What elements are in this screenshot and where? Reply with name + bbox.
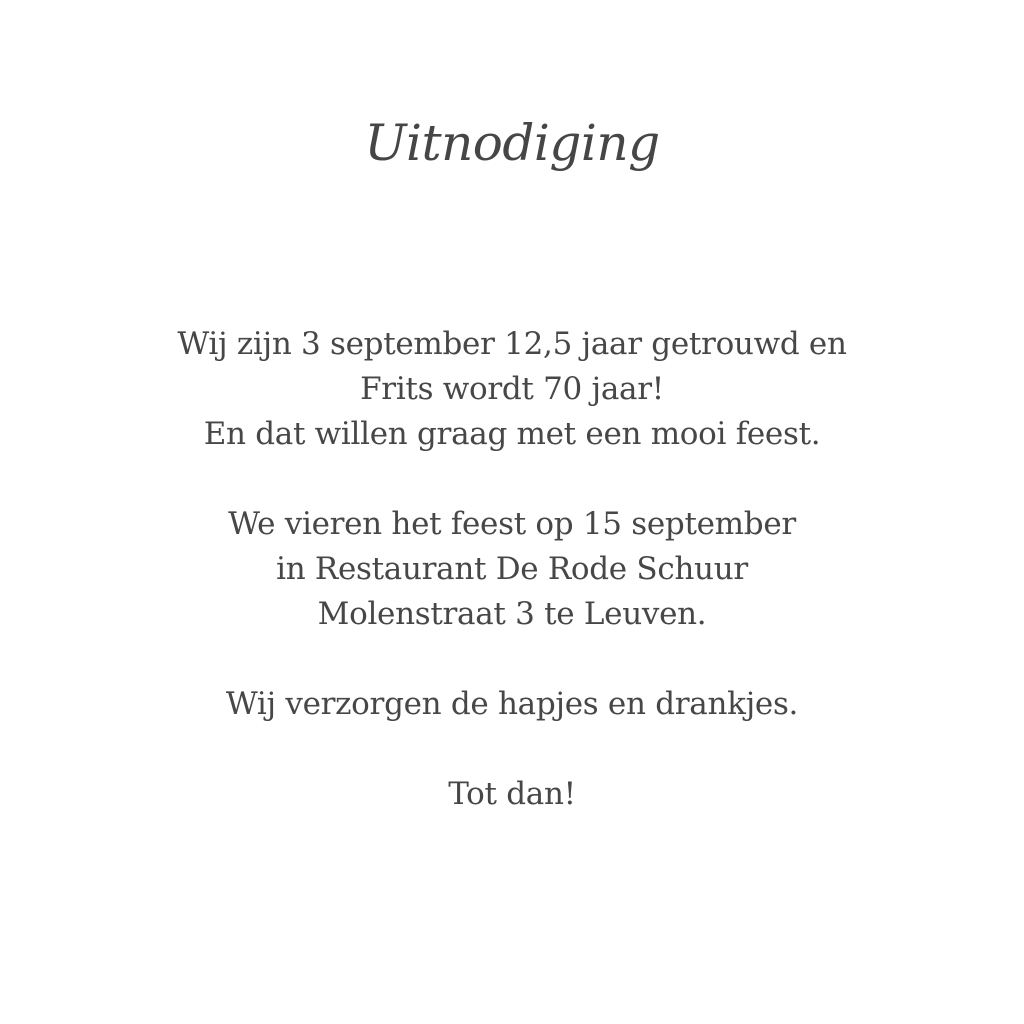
body-line: Wij zijn 3 september 12,5 jaar getrouwd en	[177, 326, 847, 362]
body-line: Molenstraat 3 te Leuven.	[317, 596, 707, 632]
body-line: Wij verzorgen de hapjes en drankjes.	[225, 686, 799, 722]
body-line: We vieren het feest op 15 september	[228, 506, 796, 542]
paragraph-spacer	[0, 727, 1024, 772]
closing-line: Tot dan!	[448, 776, 576, 812]
body-line: in Restaurant De Rode Schuur	[276, 551, 748, 587]
body-line: Frits wordt 70 jaar!	[360, 371, 664, 407]
body-line: En dat willen graag met een mooi feest.	[203, 416, 821, 452]
paragraph-spacer	[0, 457, 1024, 502]
paragraph-spacer	[0, 637, 1024, 682]
invitation-title: Uitnodiging	[364, 114, 660, 172]
invitation-body	[0, 322, 1024, 817]
